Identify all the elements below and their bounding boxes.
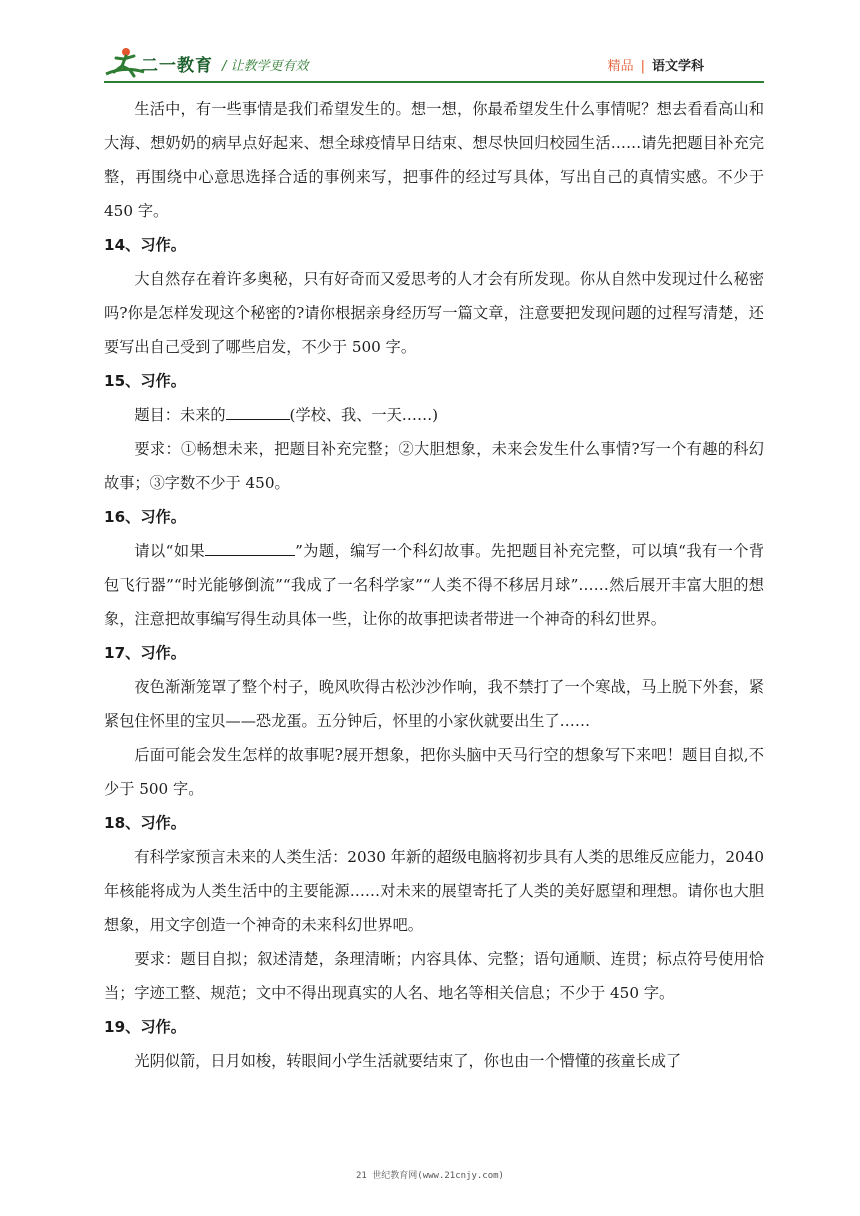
fill-in-blank (205, 539, 295, 556)
header-separator: | (640, 59, 645, 74)
fill-in-blank (226, 403, 290, 420)
question-heading: 16、习作。 (104, 508, 186, 526)
question-heading: 15、习作。 (104, 372, 186, 390)
paragraph: 要求：①畅想未来，把题目补充完整；②大胆想象，未来会发生什么事情?写一个有趣的科幻故事；③字数不少于 450。 (104, 440, 764, 492)
page-header (0, 0, 860, 90)
question-heading: 17、习作。 (104, 644, 186, 662)
header-rule (104, 81, 764, 83)
paragraph-text: 请以“如果 (134, 542, 206, 560)
subject-label: 语文学科 (651, 59, 704, 74)
paragraph: 大自然存在着许多奥秘，只有好奇而又爱思考的人才会有所发现。你从自然中发现过什么秘密吗?你是怎样发现这个秘密的?请你根据亲身经历写一篇文章，注意要把发现问题的过程写清楚，还要写出自己受到了哪些启发，不少于 500 字。 (104, 270, 764, 356)
paragraph: 夜色渐渐笼罩了整个村子，晚风吹得古松沙沙作响，我不禁打了一个寒战，马上脱下外套，紧紧包住怀里的宝贝——恐龙蛋。五分钟后，怀里的小家伙就要出生了…… (104, 678, 764, 730)
header-slogan: / 让教学更有效 (222, 59, 309, 74)
paragraph: 生活中，有一些事情是我们希望发生的。想一想，你最希望发生什么事情呢？想去看看高山和大海、想奶奶的病早点好起来、想全球疫情早日结束、想尽快回归校园生活……请先把题目补充完整，再围绕中心意思选择合适的事例来写，把事件的经过写具体，写出自己的真情实感。不少于 450 字。 (104, 100, 764, 220)
paragraph: 要求：题目自拟；叙述清楚，条理清晰；内容具体、完整；语句通顺、连贯；标点符号使用恰当；字迹工整、规范；文中不得出现真实的人名、地名等相关信息；不少于 450 字。 (104, 950, 764, 1002)
paragraph-text: 题目：未来的 (134, 406, 226, 424)
page-footer: 21 世纪教育网(www.21cnjy.com) (356, 1171, 504, 1181)
document-body (104, 92, 764, 1078)
quality-label: 精品 (607, 59, 634, 74)
paragraph (104, 534, 764, 636)
paragraph: 光阴似箭，日月如梭，转眼间小学生活就要结束了，你也由一个懵懂的孩童长成了 (134, 1052, 682, 1070)
question-heading: 19、习作。 (104, 1018, 186, 1036)
paragraph: 有科学家预言未来的人类生活：2030 年新的超级电脑将初步具有人类的思维反应能力，2040 年核能将成为人类生活中的主要能源……对未来的展望寄托了人类的美好愿望和理想。请你也大胆想象，用文字创造一个神奇的未来科幻世界吧。 (104, 848, 764, 934)
paragraph-text: (学校、我、一天……) (289, 406, 439, 424)
header-right (608, 55, 704, 74)
logo-text: 二一教育 (141, 56, 213, 76)
paragraph-text: ”为题，编写一个科幻故事。先把题目补充完整，可以填“我有一个背包飞行器”“时光能够倒流”“我成了一名科学家”“人类不得不移居月球”……然后展开丰富大胆的想象，注意把故事编写得生动具体一些，让你的故事把读者带进一个神奇的科幻世界。 (104, 542, 765, 628)
question-heading: 18、习作。 (104, 814, 186, 832)
paragraph (104, 398, 764, 432)
question-heading: 14、习作。 (104, 236, 186, 254)
paragraph: 后面可能会发生怎样的故事呢?展开想象，把你头脑中天马行空的想象写下来吧！题目自拟,不少于 500 字。 (104, 746, 764, 798)
